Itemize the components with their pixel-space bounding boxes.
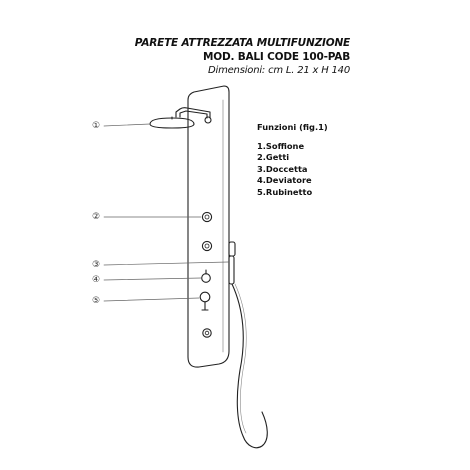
model-code: MOD. BALI CODE 100-PAB bbox=[202, 51, 350, 63]
function-item-doccetta: 3.Doccetta bbox=[257, 163, 308, 174]
function-item-deviatore: 4.Deviatore bbox=[257, 175, 312, 185]
functions-heading: Funzioni (fig.1) bbox=[257, 122, 328, 132]
callout-5: ⑤ bbox=[92, 296, 101, 306]
function-item-rubinetto: 5.Rubinetto bbox=[257, 186, 313, 197]
arm-mount bbox=[205, 117, 211, 123]
hand-shower-icon bbox=[229, 256, 234, 284]
diverter-knob-icon bbox=[202, 274, 211, 283]
hose bbox=[232, 284, 267, 448]
shower-arm-inner bbox=[180, 111, 207, 118]
callout-2: ② bbox=[92, 212, 101, 222]
hand-shower-holder bbox=[229, 242, 235, 256]
jet-icon-bottom bbox=[203, 329, 211, 337]
mixer-tap-icon bbox=[200, 292, 210, 302]
jet-icon-upper bbox=[202, 212, 211, 221]
jet-icon-lower bbox=[202, 241, 211, 250]
callout-1: ① bbox=[92, 121, 101, 131]
title-line-1: PARETE ATTREZZATA MULTIFUNZIONE bbox=[134, 37, 350, 49]
dimensions: Dimensioni: cm L. 21 x H 140 bbox=[207, 65, 350, 76]
callout-4: ④ bbox=[92, 275, 101, 285]
function-item-getti: 2.Getti bbox=[257, 152, 290, 162]
function-item-soffione: 1.Soffione bbox=[257, 140, 305, 151]
callout-3: ③ bbox=[92, 260, 101, 270]
